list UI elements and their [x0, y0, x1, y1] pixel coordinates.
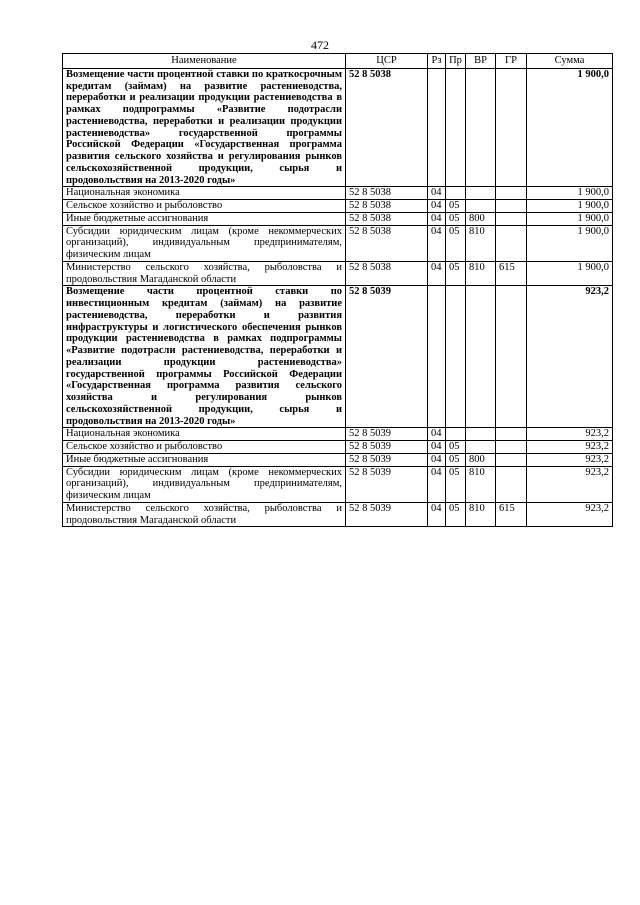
row-vr: [466, 68, 496, 187]
row-rz: 04: [428, 441, 446, 454]
row-pr: [446, 286, 466, 428]
row-csr: 52 8 5039: [346, 502, 428, 527]
row-csr: 52 8 5038: [346, 200, 428, 213]
table-row: [63, 212, 613, 225]
row-sum: 923,2: [527, 428, 613, 441]
table-row: [63, 261, 613, 286]
row-rz: [428, 286, 446, 428]
row-vr: 810: [466, 261, 496, 286]
row-sum: 923,2: [527, 453, 613, 466]
row-gr: [496, 428, 527, 441]
row-vr: [466, 187, 496, 200]
row-name: Субсидии юридическим лицам (кроме некоммерческих организаций), индивидуальным предпринимателям, физическим лицам: [63, 225, 346, 261]
row-rz: 04: [428, 261, 446, 286]
row-csr: 52 8 5039: [346, 466, 428, 502]
row-rz: 04: [428, 200, 446, 213]
row-sum: 923,2: [527, 466, 613, 502]
row-vr: 810: [466, 466, 496, 502]
row-name: Возмещение части процентной ставки по инвестиционным кредитам (займам) на развитие растениеводства, переработки и развития инфраструктуры и логистического обеспечения рынков продукции растениеводства в рамках подпрограммы «Развитие подотрасли растениеводства, переработки и реализации продукции растениеводства» государственной программы Российской Федерации «Государственная программа развития сельского хозяйства и регулирования рынков сельскохозяйственной продукции, сырья и продовольствия на 2013-2020 годы»: [63, 286, 346, 428]
header-pr: Пр: [446, 54, 466, 69]
table-row: [63, 502, 613, 527]
table-header-row: [63, 54, 613, 69]
header-vr: ВР: [466, 54, 496, 69]
row-name: Министерство сельского хозяйства, рыболовства и продовольствия Магаданской области: [63, 502, 346, 527]
row-name: Национальная экономика: [63, 187, 346, 200]
row-gr: [496, 466, 527, 502]
row-gr: [496, 212, 527, 225]
row-rz: [428, 68, 446, 187]
row-sum: 1 900,0: [527, 212, 613, 225]
header-sum: Сумма: [527, 54, 613, 69]
row-name: Сельское хозяйство и рыболовство: [63, 200, 346, 213]
row-gr: [496, 286, 527, 428]
row-sum: 1 900,0: [527, 68, 613, 187]
row-csr: 52 8 5038: [346, 212, 428, 225]
row-sum: 923,2: [527, 441, 613, 454]
row-pr: 05: [446, 225, 466, 261]
row-vr: [466, 441, 496, 454]
table-row: [63, 225, 613, 261]
row-rz: 04: [428, 225, 446, 261]
row-rz: 04: [428, 466, 446, 502]
table-row: [63, 187, 613, 200]
row-gr: [496, 187, 527, 200]
row-pr: [446, 187, 466, 200]
row-csr: 52 8 5038: [346, 187, 428, 200]
row-pr: 05: [446, 441, 466, 454]
header-csr: ЦСР: [346, 54, 428, 69]
row-sum: 1 900,0: [527, 200, 613, 213]
row-pr: [446, 428, 466, 441]
row-gr: [496, 453, 527, 466]
table-row: [63, 441, 613, 454]
row-pr: 05: [446, 212, 466, 225]
row-gr: [496, 200, 527, 213]
row-rz: 04: [428, 453, 446, 466]
header-rz: Рз: [428, 54, 446, 69]
header-gr: ГР: [496, 54, 527, 69]
row-pr: 05: [446, 466, 466, 502]
row-vr: 810: [466, 225, 496, 261]
row-vr: [466, 200, 496, 213]
row-pr: 05: [446, 453, 466, 466]
row-name: Министерство сельского хозяйства, рыболовства и продовольствия Магаданской области: [63, 261, 346, 286]
row-csr: 52 8 5039: [346, 428, 428, 441]
row-gr: [496, 225, 527, 261]
row-rz: 04: [428, 187, 446, 200]
row-name: Иные бюджетные ассигнования: [63, 212, 346, 225]
row-sum: 1 900,0: [527, 187, 613, 200]
row-vr: 810: [466, 502, 496, 527]
row-pr: 05: [446, 502, 466, 527]
row-name: Сельское хозяйство и рыболовство: [63, 441, 346, 454]
row-gr: 615: [496, 261, 527, 286]
row-name: Возмещение части процентной ставки по краткосрочным кредитам (займам) на развитие растениеводства, переработки и реализации продукции растениеводства в рамках подпрограммы «Развитие подотрасли растениеводства, переработки и реализации продукции растениеводства» государственной программы Российской Федерации «Государственная программа развития сельского хозяйства и регулирования рынков сельскохозяйственной продукции, сырья и продовольствия на 2013-2020 годы»: [63, 68, 346, 187]
row-vr: [466, 286, 496, 428]
page-number: 472: [311, 38, 329, 52]
row-pr: [446, 68, 466, 187]
row-name: Национальная экономика: [63, 428, 346, 441]
table-row: [63, 428, 613, 441]
row-csr: 52 8 5038: [346, 225, 428, 261]
row-name: Иные бюджетные ассигнования: [63, 453, 346, 466]
row-vr: 800: [466, 453, 496, 466]
budget-table: [62, 53, 613, 527]
row-rz: 04: [428, 502, 446, 527]
row-vr: [466, 428, 496, 441]
row-sum: 1 900,0: [527, 261, 613, 286]
table-row: [63, 286, 613, 428]
row-pr: 05: [446, 200, 466, 213]
row-sum: 1 900,0: [527, 225, 613, 261]
row-gr: [496, 68, 527, 187]
table-row: [63, 68, 613, 187]
row-sum: 923,2: [527, 286, 613, 428]
row-csr: 52 8 5039: [346, 453, 428, 466]
row-sum: 923,2: [527, 502, 613, 527]
table-row: [63, 453, 613, 466]
table-row: [63, 466, 613, 502]
header-name: Наименование: [63, 54, 346, 69]
row-pr: 05: [446, 261, 466, 286]
table-row: [63, 200, 613, 213]
row-name: Субсидии юридическим лицам (кроме некоммерческих организаций), индивидуальным предпринимателям, физическим лицам: [63, 466, 346, 502]
row-csr: 52 8 5039: [346, 441, 428, 454]
row-gr: 615: [496, 502, 527, 527]
row-csr: 52 8 5039: [346, 286, 428, 428]
row-gr: [496, 441, 527, 454]
row-csr: 52 8 5038: [346, 261, 428, 286]
row-rz: 04: [428, 212, 446, 225]
row-vr: 800: [466, 212, 496, 225]
row-rz: 04: [428, 428, 446, 441]
row-csr: 52 8 5038: [346, 68, 428, 187]
